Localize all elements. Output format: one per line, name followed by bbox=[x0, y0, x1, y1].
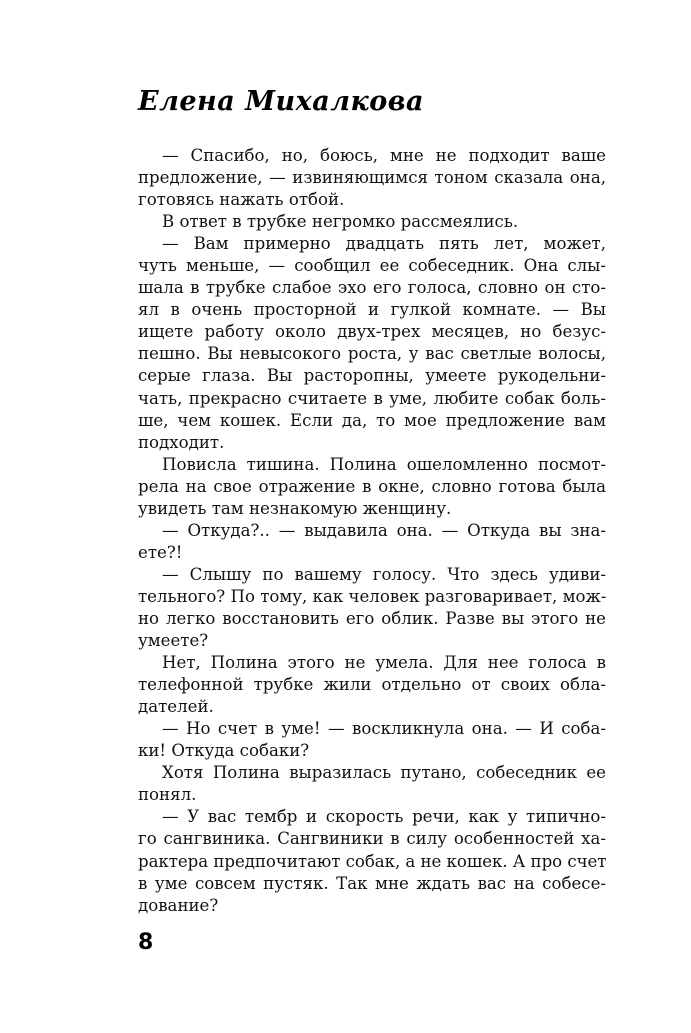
text-line: предложение, — извиняющимся тоном сказала она, bbox=[138, 168, 606, 188]
text-line: Хотя Полина выразилась путано, собеседник ее bbox=[162, 763, 606, 783]
text-line: ки! Откуда собаки? bbox=[138, 741, 310, 761]
text-line: Повисла тишина. Полина ошеломленно посмот- bbox=[162, 454, 606, 474]
text-line: телефонной трубке жили отдельно от своих обла- bbox=[138, 675, 606, 695]
text-line: дование? bbox=[138, 895, 219, 915]
running-header-author: Елена Михалкова bbox=[138, 86, 424, 117]
text-line: — Но счет в уме! — воскликнула она. — И соба- bbox=[162, 719, 606, 739]
text-line: — Откуда?.. — выдавила она. — Откуда вы зна- bbox=[162, 520, 606, 540]
text-line: серые глаза. Вы расторопны, умеете рукодельни- bbox=[138, 366, 606, 386]
text-line: тельного? По тому, как человек разговаривает, мож- bbox=[138, 586, 607, 606]
text-line: шала в трубке слабое эхо его голоса, словно он сто- bbox=[138, 278, 606, 298]
text-line: понял. bbox=[138, 785, 197, 805]
text-line: В ответ в трубке негромко рассмеялись. bbox=[162, 212, 519, 232]
text-line: ете?! bbox=[138, 542, 183, 562]
text-line: но легко восстановить его облик. Разве вы этого не bbox=[138, 608, 606, 628]
text-line: дателей. bbox=[138, 697, 214, 717]
text-line: в уме совсем пустяк. Так мне ждать вас на собесе- bbox=[138, 873, 606, 893]
text-line: подходит. bbox=[138, 432, 225, 452]
text-line: — У вас тембр и скорость речи, как у типично- bbox=[162, 807, 606, 827]
text-line: го сангвиника. Сангвиники в силу особенностей ха- bbox=[138, 829, 606, 849]
text-line: рактера предпочитают собак, а не кошек. А про счет bbox=[138, 851, 607, 871]
text-line: пешно. Вы невысокого роста, у вас светлые волосы, bbox=[138, 344, 606, 364]
text-line: ял в очень просторной и гулкой комнате. — Вы bbox=[138, 300, 606, 320]
text-line: ищете работу около двух-трех месяцев, но безус- bbox=[138, 322, 606, 342]
text-line: чать, прекрасно считаете в уме, любите собак боль- bbox=[138, 388, 606, 408]
body-text bbox=[138, 145, 606, 917]
text-line: ше, чем кошек. Если да, то мое предложение вам bbox=[138, 410, 606, 430]
page-number: 8 bbox=[138, 930, 154, 955]
text-line: рела на свое отражение в окне, словно готова была bbox=[138, 476, 606, 496]
text-line: готовясь нажать отбой. bbox=[138, 190, 345, 210]
text-line: увидеть там незнакомую женщину. bbox=[138, 498, 452, 518]
text-line: — Спасибо, но, боюсь, мне не подходит ваше bbox=[162, 146, 606, 165]
text-line: Нет, Полина этого не умела. Для нее голоса в bbox=[162, 653, 606, 673]
text-line: — Слышу по вашему голосу. Что здесь удиви- bbox=[162, 564, 606, 584]
text-line: — Вам примерно двадцать пять лет, может, bbox=[162, 234, 606, 254]
text-line: умеете? bbox=[138, 631, 209, 651]
text-line: чуть меньше, — сообщил ее собеседник. Она слы- bbox=[138, 256, 606, 276]
